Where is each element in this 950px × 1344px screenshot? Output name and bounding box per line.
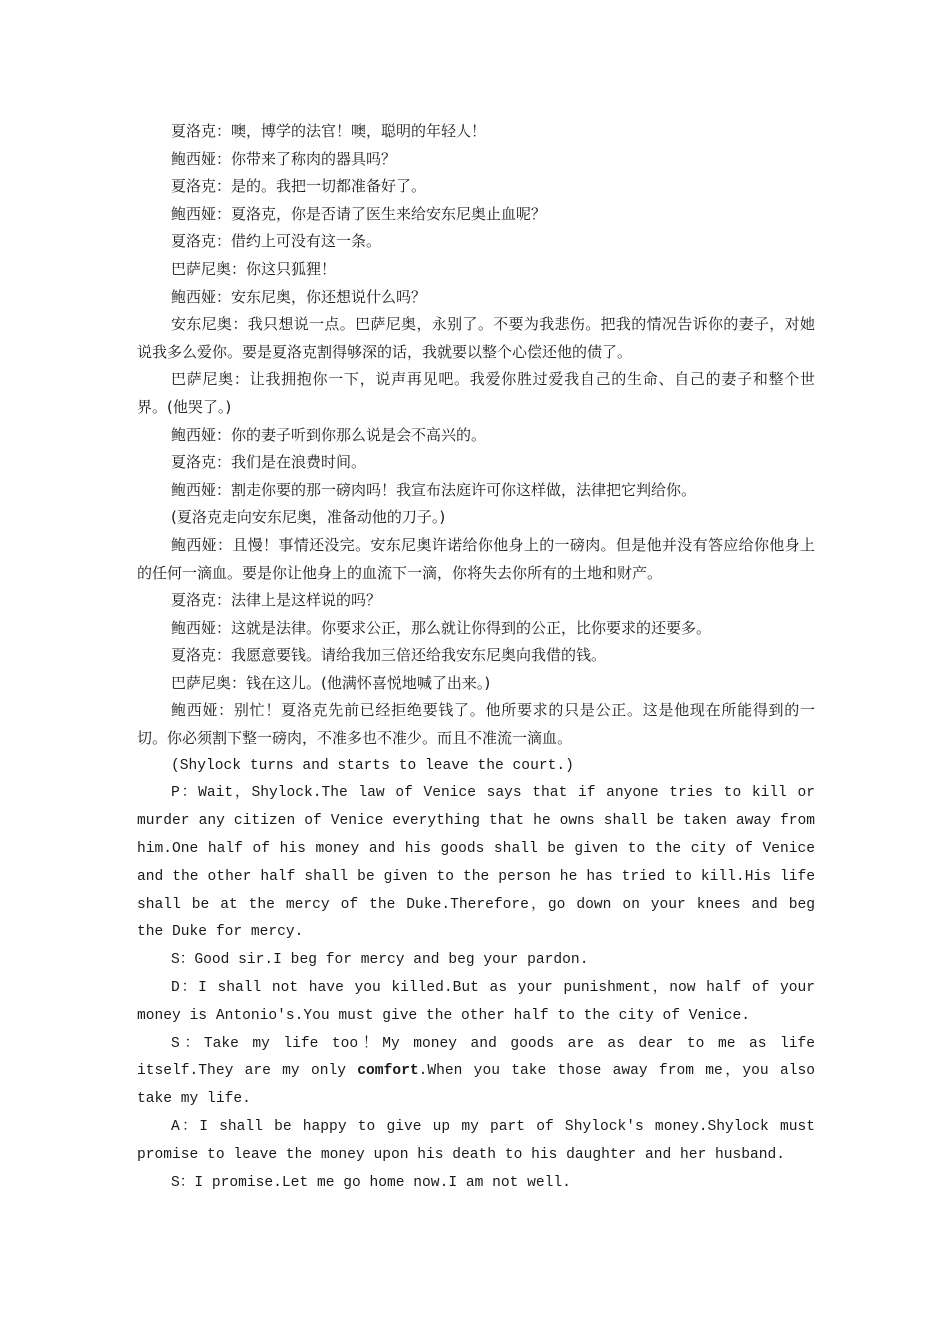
- stage-direction: (夏洛克走向安东尼奥，准备动他的刀子。): [171, 508, 446, 527]
- dialogue-line: 巴萨尼奥：让我拥抱你一下，说声再见吧。我爱你胜过爱我自己的生命、自己的妻子和整个世界。(他哭了。): [137, 370, 815, 416]
- dialogue-line: 夏洛克：法律上是这样说的吗？: [171, 591, 382, 610]
- dialogue-line: 鲍西娅：且慢！事情还没完。安东尼奥许诺给你他身上的一磅肉。但是他并没有答应给你他身上的任何一滴血。要是你让他身上的血流下一滴，你将失去你所有的土地和财产。: [137, 535, 815, 582]
- speech-text: .When you take those away from me，you also take my life.: [137, 1063, 815, 1108]
- speech-text: S：Take my life too！My money and goods are as dear to me as life itself.They are my only: [137, 1035, 815, 1080]
- dialogue-line: 鲍西娅：夏洛克，你是否请了医生来给安东尼奥止血呢？: [171, 204, 547, 223]
- dialogue-line: 巴萨尼奥：你这只狐狸！: [171, 259, 337, 278]
- antonio-speech: A：I shall be happy to give up my part of Shylock's money.Shylock must promise to leave the money upon his death to his daughter and her husband.: [137, 1119, 815, 1163]
- bold-word: comfort: [357, 1063, 419, 1080]
- dialogue-line: 鲍西娅：你带来了称肉的器具吗？: [171, 149, 397, 168]
- shylock-speech: S：Good sir.I beg for mercy and beg your pardon.: [171, 952, 589, 969]
- dialogue-line: 鲍西娅：别忙！夏洛克先前已经拒绝要钱了。他所要求的只是公正。这是他现在所能得到的一切。你必须割下整一磅肉，不准多也不准少。而且不准流一滴血。: [137, 701, 815, 748]
- dialogue-line: 鲍西娅：这就是法律。你要求公正，那么就让你得到的公正，比你要求的还要多。: [171, 618, 712, 637]
- dialogue-line: 夏洛克：是的。我把一切都准备好了。: [171, 177, 427, 196]
- duke-speech: D：I shall not have you killed.But as your punishment，now half of your money is Antonio's.You must give the other half to the city of Venice.: [137, 980, 815, 1024]
- stage-direction-en: (Shylock turns and starts to leave the court.): [171, 757, 574, 774]
- dialogue-line: 安东尼奥：我只想说一点。巴萨尼奥，永别了。不要为我悲伤。把我的情况告诉你的妻子，对她说我多么爱你。要是夏洛克割得够深的话，我就要以整个心偿还他的债了。: [137, 315, 815, 361]
- shylock-speech: S：I promise.Let me go home now.I am not well.: [171, 1174, 571, 1191]
- portia-speech: P：Wait，Shylock.The law of Venice says that if anyone tries to kill or murder any citizen of Venice everything that he owns shall be taken away from him.One half of his money and his goods shall be given to the city of Venice and the other half shall be given to the person he has tried to kill.His life shall be at the mercy of the Duke.Therefore，go down on your knees and beg the Duke for mercy.: [137, 785, 815, 941]
- dialogue-line: 鲍西娅：你的妻子听到你那么说是会不高兴的。: [171, 425, 487, 444]
- dialogue-line: 夏洛克：我们是在浪费时间。: [171, 453, 367, 472]
- dialogue-line: 鲍西娅：安东尼奥，你还想说什么吗？: [171, 287, 427, 306]
- dialogue-line: 夏洛克：我愿意要钱。请给我加三倍还给我安东尼奥向我借的钱。: [171, 646, 607, 665]
- dialogue-line: 巴萨尼奥：钱在这儿。(他满怀喜悦地喊了出来。): [171, 673, 491, 692]
- shylock-speech: [137, 1031, 815, 1114]
- dialogue-line: 夏洛克：噢，博学的法官！噢，聪明的年轻人！: [171, 122, 487, 140]
- document-page: [137, 118, 815, 1197]
- dialogue-line: 鲍西娅：割走你要的那一磅肉吗！我宣布法庭许可你这样做，法律把它判给你。: [171, 480, 697, 499]
- dialogue-line: 夏洛克：借约上可没有这一条。: [171, 232, 382, 251]
